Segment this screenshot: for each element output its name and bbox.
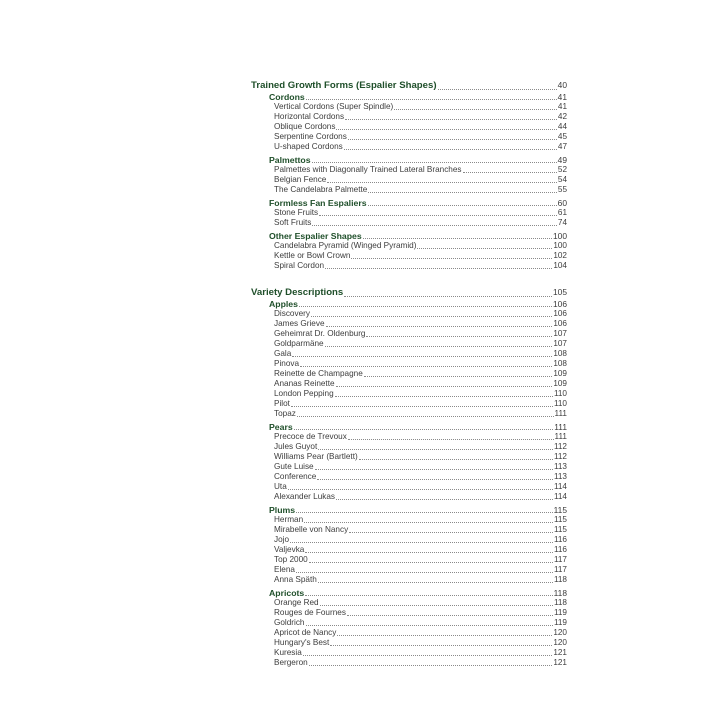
page-number: 118	[553, 598, 567, 607]
item-title: Soft Fruits	[274, 218, 312, 227]
section-heading	[251, 299, 567, 309]
section-heading	[251, 92, 567, 102]
item-title: Kuresia	[274, 648, 302, 657]
dot-leader	[344, 149, 557, 150]
item-title: Goldparmäne	[274, 339, 324, 348]
dot-leader	[312, 225, 557, 226]
section-heading	[251, 155, 567, 165]
toc-item	[251, 329, 567, 339]
item-title: Belgian Fence	[274, 175, 327, 184]
page-number: 116	[553, 545, 567, 554]
dot-leader	[349, 532, 553, 533]
section-heading	[251, 422, 567, 432]
chapter-heading	[251, 285, 567, 299]
toc-item	[251, 628, 567, 638]
page-number: 47	[557, 142, 567, 151]
page-number: 112	[553, 442, 567, 451]
item-title: Apricot de Nancy	[274, 628, 337, 637]
page-number: 118	[553, 588, 567, 598]
item-title: Pinova	[274, 359, 300, 368]
chapter-heading	[251, 78, 567, 92]
dot-leader	[299, 306, 552, 307]
toc-section-cordons	[251, 92, 567, 152]
item-title: Precoce de Trevoux	[274, 432, 347, 441]
dot-leader	[311, 316, 552, 317]
dot-leader	[336, 499, 553, 500]
toc-item	[251, 658, 567, 668]
item-title: London Pepping	[274, 389, 334, 398]
dot-leader	[306, 99, 557, 100]
page-number: 41	[557, 102, 567, 111]
item-title: Jojo	[274, 535, 290, 544]
toc-section-plums	[251, 505, 567, 585]
item-title: Alexander Lukas	[274, 492, 335, 501]
toc-item	[251, 241, 567, 251]
dot-leader	[315, 469, 553, 470]
item-title: Geheimrat Dr. Oldenburg	[274, 329, 366, 338]
page-number: 112	[553, 452, 567, 461]
toc-item	[251, 261, 567, 271]
dot-leader	[305, 595, 552, 596]
dot-leader	[325, 346, 553, 347]
toc-item	[251, 535, 567, 545]
table-of-contents	[251, 78, 567, 671]
page-number: 106	[553, 299, 567, 309]
page-number: 104	[553, 261, 567, 270]
toc-item	[251, 309, 567, 319]
section-heading	[251, 505, 567, 515]
page-number: 111	[554, 409, 567, 418]
item-title: Palmettes with Diagonally Trained Lateral Branches	[274, 165, 462, 174]
page-number: 110	[553, 399, 567, 408]
toc-item	[251, 462, 567, 472]
dot-leader	[309, 562, 553, 563]
toc-item	[251, 142, 567, 152]
section-title: Cordons	[269, 92, 305, 102]
page-number: 113	[553, 472, 567, 481]
toc-item	[251, 648, 567, 658]
toc-item	[251, 525, 567, 535]
dot-leader	[291, 406, 553, 407]
chapter-title: Trained Growth Forms (Espalier Shapes)	[251, 80, 437, 91]
section-title: Apricots	[269, 588, 305, 598]
toc-item	[251, 598, 567, 608]
item-title: Bergeron	[274, 658, 308, 667]
page-number: 40	[557, 80, 567, 90]
dot-leader	[288, 489, 553, 490]
toc-item	[251, 389, 567, 399]
item-title: James Grieve	[274, 319, 325, 328]
toc-section-other-espalier-shapes	[251, 231, 567, 271]
toc-chapter-variety-descriptions	[251, 285, 567, 668]
page-number: 74	[557, 218, 567, 227]
dot-leader	[351, 258, 552, 259]
toc-item	[251, 251, 567, 261]
item-title: Hungary's Best	[274, 638, 330, 647]
page-number: 45	[557, 132, 567, 141]
item-title: Conference	[274, 472, 317, 481]
item-title: Candelabra Pyramid (Winged Pyramid)	[274, 241, 417, 250]
page-number: 105	[553, 287, 567, 297]
page-number: 100	[553, 241, 567, 250]
dot-leader	[290, 542, 553, 543]
page-number: 119	[553, 618, 567, 627]
dot-leader	[336, 129, 556, 130]
dot-leader	[364, 376, 553, 377]
toc-item	[251, 515, 567, 525]
item-title: Valjevka	[274, 545, 305, 554]
page-number: 55	[557, 185, 567, 194]
item-title: U-shaped Cordons	[274, 142, 343, 151]
page-number: 107	[553, 339, 567, 348]
toc-item	[251, 349, 567, 359]
dot-leader	[296, 572, 553, 573]
page-number: 49	[557, 155, 567, 165]
section-title: Pears	[269, 422, 293, 432]
chapter-title: Variety Descriptions	[251, 287, 344, 298]
page-number: 100	[553, 231, 567, 241]
toc-item	[251, 638, 567, 648]
page-number: 118	[553, 575, 567, 584]
dot-leader	[337, 635, 552, 636]
toc-item	[251, 409, 567, 419]
item-title: Orange Red	[274, 598, 319, 607]
page-number: 42	[557, 112, 567, 121]
toc-item	[251, 618, 567, 628]
page-number: 106	[553, 319, 567, 328]
dot-leader	[312, 162, 557, 163]
toc-item	[251, 112, 567, 122]
toc-item	[251, 399, 567, 409]
page-number: 107	[553, 329, 567, 338]
toc-item	[251, 208, 567, 218]
item-title: Herman	[274, 515, 304, 524]
toc-item	[251, 165, 567, 175]
section-heading	[251, 198, 567, 208]
section-heading	[251, 231, 567, 241]
toc-item	[251, 565, 567, 575]
dot-leader	[318, 582, 553, 583]
page-number: 106	[553, 309, 567, 318]
section-title: Formless Fan Espaliers	[269, 198, 367, 208]
toc-chapter-trained-growth-forms-espalier-shapes	[251, 78, 567, 271]
page-number: 108	[553, 349, 567, 358]
page-number: 54	[557, 175, 567, 184]
item-title: Elena	[274, 565, 295, 574]
page-number: 121	[553, 648, 567, 657]
item-title: Uta	[274, 482, 287, 491]
page-number: 117	[553, 555, 567, 564]
item-title: Spiral Cordon	[274, 261, 325, 270]
dot-leader	[318, 449, 553, 450]
section-title: Palmettos	[269, 155, 311, 165]
dot-leader	[366, 336, 552, 337]
dot-leader	[347, 615, 553, 616]
toc-item	[251, 122, 567, 132]
dot-leader	[305, 552, 553, 553]
item-title: Topaz	[274, 409, 296, 418]
dot-leader	[296, 512, 553, 513]
toc-item	[251, 379, 567, 389]
page-number: 109	[553, 369, 567, 378]
toc-item	[251, 452, 567, 462]
toc-section-apricots	[251, 588, 567, 668]
toc-item	[251, 319, 567, 329]
toc-item	[251, 359, 567, 369]
dot-leader	[309, 665, 553, 666]
dot-leader	[306, 625, 553, 626]
toc-item	[251, 132, 567, 142]
section-title: Apples	[269, 299, 298, 309]
dot-leader	[317, 479, 553, 480]
page-number: 120	[553, 628, 567, 637]
page-number: 114	[553, 492, 567, 501]
toc-item	[251, 545, 567, 555]
page-number: 114	[553, 482, 567, 491]
dot-leader	[359, 459, 553, 460]
dot-leader	[394, 109, 557, 110]
item-title: Goldrich	[274, 618, 305, 627]
item-title: Reinette de Champagne	[274, 369, 363, 378]
toc-section-palmettos	[251, 155, 567, 195]
item-title: Ananas Reinette	[274, 379, 335, 388]
item-title: Discovery	[274, 309, 310, 318]
dot-leader	[297, 416, 554, 417]
item-title: Vertical Cordons (Super Spindle)	[274, 102, 394, 111]
page-number: 108	[553, 359, 567, 368]
dot-leader	[304, 522, 553, 523]
dot-leader	[345, 119, 557, 120]
section-title: Other Espalier Shapes	[269, 231, 362, 241]
page-number: 111	[554, 422, 567, 432]
item-title: Horizontal Cordons	[274, 112, 345, 121]
toc-item	[251, 608, 567, 618]
item-title: Williams Pear (Bartlett)	[274, 452, 358, 461]
page-number: 109	[553, 379, 567, 388]
page-number: 111	[554, 432, 567, 441]
item-title: Anna Späth	[274, 575, 317, 584]
dot-leader	[300, 366, 552, 367]
item-title: Gala	[274, 349, 292, 358]
dot-leader	[344, 296, 552, 297]
page-number: 116	[553, 535, 567, 544]
item-title: Kettle or Bowl Crown	[274, 251, 351, 260]
toc-item	[251, 492, 567, 502]
item-title: Rouges de Fournes	[274, 608, 346, 617]
page-number: 110	[553, 389, 567, 398]
item-title: Top 2000	[274, 555, 308, 564]
toc-section-formless-fan-espaliers	[251, 198, 567, 228]
toc-item	[251, 185, 567, 195]
toc-item	[251, 472, 567, 482]
dot-leader	[326, 326, 553, 327]
dot-leader	[348, 139, 557, 140]
page-number: 102	[553, 251, 567, 260]
page-number: 117	[553, 565, 567, 574]
page-number: 120	[553, 638, 567, 647]
dot-leader	[294, 429, 554, 430]
page-number: 52	[557, 165, 567, 174]
page-number: 61	[557, 208, 567, 217]
item-title: Serpentine Cordons	[274, 132, 347, 141]
toc-item	[251, 218, 567, 228]
section-heading	[251, 588, 567, 598]
toc-section-pears	[251, 422, 567, 502]
dot-leader	[438, 89, 557, 90]
item-title: Mirabelle von Nancy	[274, 525, 349, 534]
dot-leader	[320, 605, 553, 606]
section-title: Plums	[269, 505, 296, 515]
dot-leader	[303, 655, 553, 656]
toc-item	[251, 482, 567, 492]
page-number: 60	[557, 198, 567, 208]
dot-leader	[335, 396, 553, 397]
page-number: 115	[553, 505, 567, 515]
dot-leader	[417, 248, 552, 249]
toc-item	[251, 339, 567, 349]
dot-leader	[368, 205, 557, 206]
page-number: 115	[553, 525, 567, 534]
dot-leader	[319, 215, 557, 216]
page-number: 119	[553, 608, 567, 617]
toc-item	[251, 432, 567, 442]
toc-item	[251, 555, 567, 565]
page-number: 121	[553, 658, 567, 667]
dot-leader	[325, 268, 552, 269]
page-number: 115	[553, 515, 567, 524]
dot-leader	[292, 356, 552, 357]
dot-leader	[327, 182, 557, 183]
page-number: 113	[553, 462, 567, 471]
dot-leader	[330, 645, 552, 646]
item-title: The Candelabra Palmette	[274, 185, 368, 194]
item-title: Stone Fruits	[274, 208, 319, 217]
toc-item	[251, 369, 567, 379]
dot-leader	[363, 238, 552, 239]
item-title: Pilot	[274, 399, 290, 408]
toc-item	[251, 175, 567, 185]
item-title: Oblique Cordons	[274, 122, 336, 131]
dot-leader	[368, 192, 557, 193]
dot-leader	[348, 439, 554, 440]
page-number: 41	[557, 92, 567, 102]
chapter-spacer	[251, 274, 567, 285]
toc-item	[251, 102, 567, 112]
item-title: Gute Luise	[274, 462, 314, 471]
toc-section-apples	[251, 299, 567, 419]
page-number: 44	[557, 122, 567, 131]
dot-leader	[336, 386, 553, 387]
toc-item	[251, 575, 567, 585]
dot-leader	[463, 172, 557, 173]
item-title: Jules Guyot	[274, 442, 318, 451]
toc-item	[251, 442, 567, 452]
